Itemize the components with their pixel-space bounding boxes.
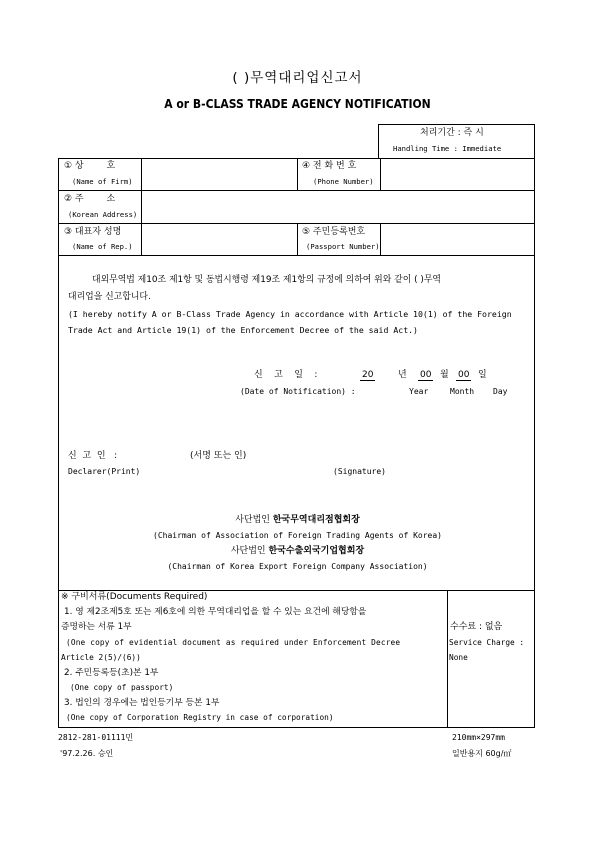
passport-label-en: (Passport Number) xyxy=(306,242,380,251)
phone-field[interactable] xyxy=(381,159,534,189)
firm-name-label-en: (Name of Firm) xyxy=(72,177,133,186)
year-label-en: Year xyxy=(409,387,429,396)
notification-year-value[interactable]: 20 xyxy=(362,370,374,380)
recipient-1-prefix: 사단법인 xyxy=(235,515,270,525)
statement-en-line1: (I hereby notify A or B-Class Trade Agency in accordance with Article 10(1) of the Foreign xyxy=(68,309,512,319)
document-1-en-a: (One copy of evidential document as required under Enforcement Decree xyxy=(66,638,401,647)
declarant-label-en: Declarer(Print) xyxy=(68,467,141,476)
col-divider xyxy=(297,223,298,255)
document-1-en-b: Article 2(5)/(6)) xyxy=(61,653,141,662)
notification-date-label: 신 고 일 : xyxy=(254,370,318,380)
recipient-2-name: 한국수출외국기업협회장 xyxy=(268,546,365,556)
form-title-korean: ( )무역대리업신고서 xyxy=(232,70,363,86)
notification-month-value[interactable]: 00 xyxy=(420,370,432,380)
fee-value-en: None xyxy=(449,653,468,662)
rep-name-field[interactable] xyxy=(142,224,296,254)
address-field[interactable] xyxy=(142,191,534,222)
address-label-en: (Korean Address) xyxy=(68,210,138,219)
passport-field[interactable] xyxy=(381,224,534,254)
rep-name-label-en: (Name of Rep.) xyxy=(72,242,133,251)
document-3-en: (One copy of Corporation Registry in case of corporation) xyxy=(66,713,334,722)
fee-col-divider xyxy=(447,590,448,728)
document-3-ko: 3. 법인의 경우에는 법인등기부 등본 1부 xyxy=(64,698,220,708)
paper-weight: 일반용지 60g/㎡ xyxy=(452,749,512,758)
notification-year-unit: 년 xyxy=(398,370,407,380)
col-divider xyxy=(297,158,298,190)
address-label: ② 주 소 xyxy=(64,194,116,204)
fee-label-en: Service Charge : xyxy=(449,638,525,647)
firm-name-field[interactable] xyxy=(142,159,296,189)
declarant-sign-label: (서명 또는 인) xyxy=(190,451,247,461)
paper-size: 210mm×297mm xyxy=(452,733,505,742)
firm-name-label: ① 상 호 xyxy=(64,161,116,171)
document-1-ko-b: 증명하는 서류 1부 xyxy=(61,622,132,632)
handling-time-label-en: Handling Time : Immediate xyxy=(393,144,502,153)
declarant-label: 신 고 인 : xyxy=(68,451,118,461)
statement-ko-line2: 대리업을 신고합니다. xyxy=(68,292,151,302)
documents-header: ※ 구비서류(Documents Required) xyxy=(61,592,208,602)
fee-label-ko: 수수료 : 없음 xyxy=(450,622,503,632)
declarant-name-field[interactable] xyxy=(150,447,190,465)
approval-date: '97.2.26. 승인 xyxy=(60,749,114,758)
recipient-2-en: (Chairman of Korea Export Foreign Company Association) xyxy=(167,562,428,571)
documents-divider xyxy=(58,590,535,591)
phone-label: ④ 전 화 번 호 xyxy=(302,161,357,171)
signature-label-en: (Signature) xyxy=(333,467,386,476)
document-1-ko-a: 1. 영 제2조제5호 또는 제6호에 의한 무역대리업을 할 수 있는 요건에 해당함을 xyxy=(64,607,367,617)
document-2-en: (One copy of passport) xyxy=(70,683,174,692)
recipient-1 xyxy=(0,516,595,525)
statement-en-line2: Trade Act and Article 19(1) of the Enforcement Decree of the said Act.) xyxy=(68,325,418,335)
rep-name-label: ③ 대표자 성명 xyxy=(64,227,122,237)
notification-month-unit: 월 xyxy=(440,370,449,380)
document-2-ko: 2. 주민등록등(초)본 1부 xyxy=(64,668,159,678)
month-label-en: Month xyxy=(450,387,475,396)
passport-label: ⑤ 주민등록번호 xyxy=(302,227,366,237)
form-code: 2812-281-01111민 xyxy=(58,733,134,742)
notification-date-label-en: (Date of Notification) : xyxy=(240,387,356,396)
phone-label-en: (Phone Number) xyxy=(313,177,374,186)
recipient-1-en: (Chairman of Association of Foreign Trading Agents of Korea) xyxy=(153,531,442,540)
recipient-1-name: 한국무역대리점협회장 xyxy=(272,515,360,525)
statement-ko-line1: 대외무역법 제10조 제1항 및 동법시행령 제19조 제1항의 규정에 의하여 위와 같이 ( )무역 xyxy=(92,275,441,285)
day-label-en: Day xyxy=(493,387,508,396)
row-divider xyxy=(58,255,535,256)
recipient-2 xyxy=(0,547,595,556)
form-title-english: A or B-CLASS TRADE AGENCY NOTIFICATION xyxy=(164,97,431,111)
notification-day-value[interactable]: 00 xyxy=(458,370,470,380)
notification-day-unit: 일 xyxy=(478,370,487,380)
recipient-2-prefix: 사단법인 xyxy=(230,546,266,556)
handling-time-label-ko: 처리기간 : 즉 시 xyxy=(420,128,484,138)
